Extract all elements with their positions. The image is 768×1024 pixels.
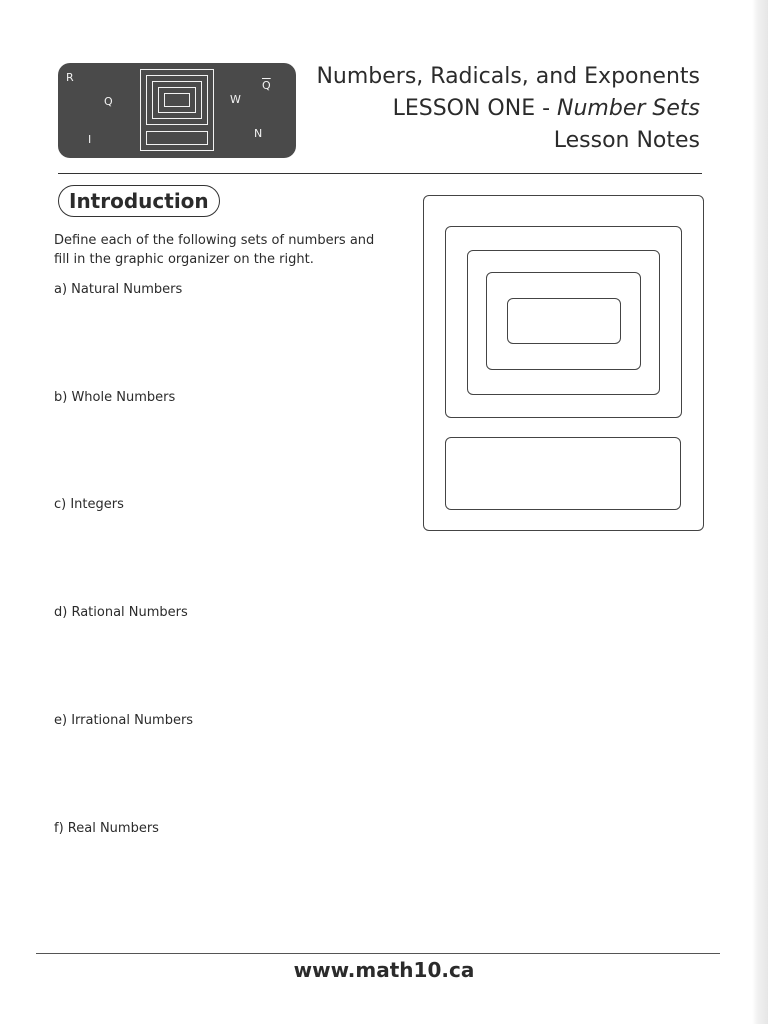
logo bbox=[58, 63, 296, 158]
logo-letter-i: I bbox=[88, 133, 92, 146]
logo-letter-n: N bbox=[254, 127, 263, 140]
item-natural-numbers: a) Natural Numbers bbox=[54, 282, 183, 297]
organizer-irrational-numbers-box[interactable] bbox=[445, 437, 681, 510]
item-whole-numbers: b) Whole Numbers bbox=[54, 390, 176, 405]
organizer-natural-numbers-box[interactable] bbox=[507, 298, 621, 344]
item-rational-numbers: d) Rational Numbers bbox=[54, 605, 188, 620]
footer-divider bbox=[36, 953, 720, 954]
logo-nested-boxes-icon bbox=[140, 69, 214, 151]
logo-letter-qbar: $\overline{Q}$ bbox=[262, 79, 271, 92]
page-edge bbox=[752, 0, 768, 1024]
header-title-line2 bbox=[393, 96, 700, 121]
logo-letter-q: Q bbox=[104, 95, 113, 108]
instruction-line1: Define each of the following sets of numbers and bbox=[54, 233, 375, 248]
item-irrational-numbers: e) Irrational Numbers bbox=[54, 713, 194, 728]
instruction-line2: fill in the graphic organizer on the right. bbox=[54, 252, 314, 267]
logo-letter-r: R bbox=[66, 71, 74, 84]
header-title-line1: Numbers, Radicals, and Exponents bbox=[316, 64, 700, 89]
section-heading: Introduction bbox=[58, 185, 220, 217]
header-lesson-label: LESSON ONE - bbox=[392, 96, 558, 121]
logo-letter-w: W bbox=[230, 93, 241, 106]
header-divider bbox=[58, 173, 702, 174]
header-title-line3: Lesson Notes bbox=[553, 128, 700, 153]
item-real-numbers: f) Real Numbers bbox=[54, 821, 159, 836]
footer-url: www.math10.ca bbox=[293, 958, 475, 982]
header-lesson-topic: Number Sets bbox=[557, 96, 700, 121]
item-integers: c) Integers bbox=[54, 497, 124, 512]
